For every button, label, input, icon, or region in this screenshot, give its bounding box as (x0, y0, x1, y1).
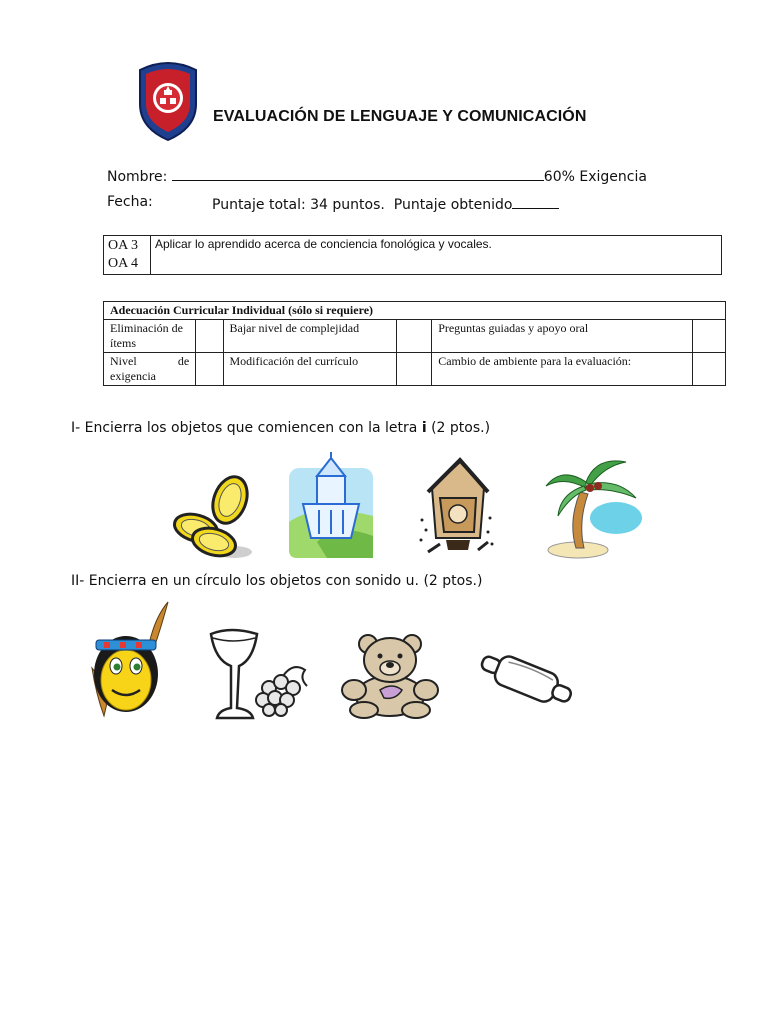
church-icon[interactable] (287, 452, 375, 564)
oa-description: Aplicar lo aprendido acerca de conciencia fonológica y vocales. (151, 236, 722, 275)
palm-island-icon[interactable] (546, 452, 644, 564)
adecuacion-option: Preguntas guiadas y apoyo oral (432, 320, 692, 353)
adecuacion-option: Cambio de ambiente para la evaluación: (432, 353, 692, 386)
wine-glass-grapes-icon[interactable] (207, 626, 313, 724)
section-1-prefix: I- Encierra los objetos que comiencen con la letra (71, 420, 422, 436)
page-title: EVALUACIÓN DE LENGUAJE Y COMUNICACIÓN (213, 108, 587, 125)
adecuacion-checkbox[interactable] (396, 320, 431, 353)
adecuacion-option: Modificación del currículo (223, 353, 396, 386)
adecuacion-checkbox[interactable] (692, 353, 725, 386)
adecuacion-checkbox[interactable] (196, 353, 223, 386)
adecuacion-header: Adecuación Curricular Individual (sólo si requiere) (104, 302, 726, 320)
name-field[interactable] (172, 166, 544, 181)
exigencia-text: 60% Exigencia (543, 169, 647, 185)
name-label: Nombre: (107, 169, 168, 185)
adecuacion-checkbox[interactable] (692, 320, 725, 353)
teddy-bear-icon[interactable] (340, 632, 440, 724)
puntaje-obtenido-field[interactable] (512, 194, 559, 209)
adecuacion-checkbox[interactable] (396, 353, 431, 386)
date-label: Fecha: (107, 194, 153, 210)
indian-smiley-icon[interactable] (90, 600, 170, 724)
name-row (107, 166, 647, 185)
dog-house-icon[interactable] (418, 458, 494, 562)
oa-codes-cell (104, 236, 151, 275)
section-2-instruction: II- Encierra en un círculo los objetos con sonido u. (2 ptos.) (71, 573, 483, 589)
puntaje-obtenido-label: Puntaje obtenido (393, 197, 513, 213)
adecuacion-option: Eliminación de ítems (104, 320, 196, 353)
score-row (212, 194, 559, 213)
oa-code: OA 3 (108, 238, 138, 253)
lemon-slices-icon[interactable] (172, 470, 254, 566)
rolling-pin-icon[interactable] (477, 648, 575, 716)
adecuacion-option: Nivel de exigencia (104, 353, 196, 386)
adecuacion-checkbox[interactable] (196, 320, 223, 353)
puntaje-total: Puntaje total: 34 puntos. (212, 197, 385, 213)
adecuacion-table (103, 301, 726, 386)
school-crest-icon (136, 60, 200, 146)
objectives-table (103, 235, 722, 275)
section-1-suffix: (2 ptos.) (426, 420, 491, 436)
adecuacion-option: Bajar nivel de complejidad (223, 320, 396, 353)
section-1-instruction (71, 420, 490, 436)
section-1-letter: i (421, 420, 427, 436)
oa-code: OA 4 (108, 256, 138, 271)
